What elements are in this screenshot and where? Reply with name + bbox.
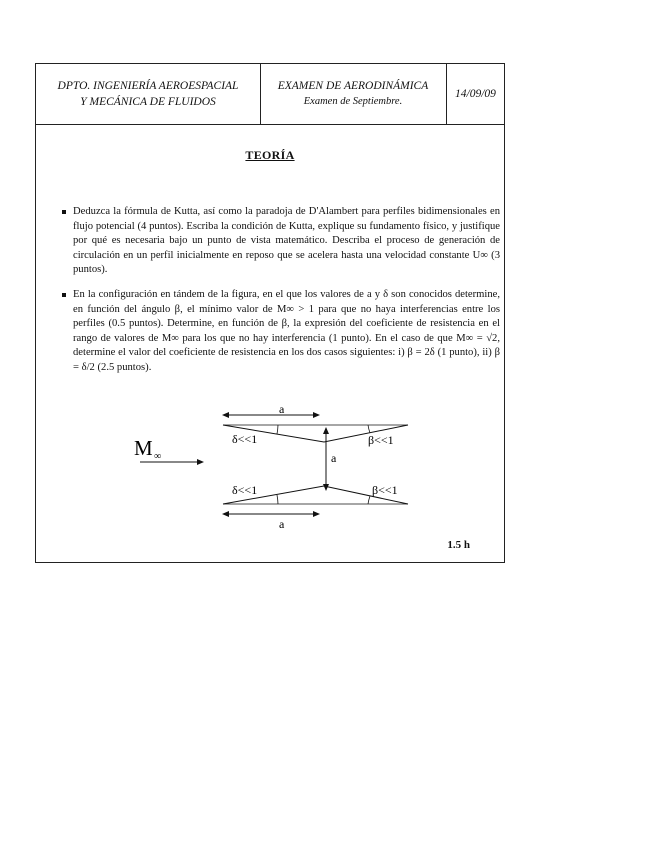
top-right-angle-arc bbox=[368, 425, 370, 433]
mach-label: M bbox=[134, 436, 153, 460]
mach-subscript: ∞ bbox=[154, 451, 162, 462]
arrow-head-icon bbox=[323, 484, 329, 491]
department-line-2: Y MECÁNICA DE FLUIDOS bbox=[80, 96, 216, 108]
question-2 bbox=[73, 288, 500, 376]
bullet-icon bbox=[62, 210, 66, 214]
bottom-left-angle-arc bbox=[277, 495, 278, 504]
bottom-right-angle-arc bbox=[368, 496, 370, 504]
exam-duration: 1.5 h bbox=[447, 539, 470, 551]
arrow-head-icon bbox=[222, 412, 229, 418]
top-right-angle-label: β<<1 bbox=[368, 433, 394, 447]
bullet-icon bbox=[62, 293, 66, 297]
exam-header bbox=[36, 64, 504, 125]
department-line-1: DPTO. INGENIERÍA AEROESPACIAL bbox=[57, 80, 239, 92]
section-title: TEORÍA bbox=[245, 148, 295, 162]
top-length-label: a bbox=[279, 404, 285, 416]
arrow-head-icon bbox=[222, 511, 229, 517]
date-cell bbox=[447, 64, 504, 124]
exam-title: EXAMEN DE AERODINÁMICA bbox=[277, 80, 429, 92]
bottom-right-angle-label: β<<1 bbox=[372, 483, 398, 497]
question-2-text: En la configuración en tándem de la figura, en el que los valores de a y δ son conocidos determine, en función del ángulo β, el mínimo valor de M∞ > 1 para que no haya interferencias entre los perfiles (0.5 puntos). Determine, en función de β, la expresión del coeficiente de resistencia en el rango de valores de M∞ para los que no hay interferencia (1 punto). En el caso de que M∞ = √2, determine el valor del coeficiente de resistencia en los dos casos siguientes: i) β = 2δ (1 punto), ii) β = δ/2 (2.5 puntos). bbox=[73, 289, 501, 373]
tandem-airfoil-figure bbox=[128, 404, 428, 529]
arrow-head-icon bbox=[197, 459, 204, 465]
top-left-angle-arc bbox=[277, 425, 278, 434]
question-1-text: Deduzca la fórmula de Kutta, así como la paradoja de D'Alambert para perfiles bidimensionales en flujo potencial (4 puntos). Escriba la condición de Kutta, explique su fundamento físico, y justifique por qué es necesaria bajo un punto de vista matemático. Describa el proceso de generación de circulación en un perfil inicialmente en reposo que se acelera hasta una velocidad constante U∞ (3 puntos). bbox=[73, 206, 500, 276]
bottom-left-angle-label: δ<<1 bbox=[232, 483, 258, 497]
top-left-angle-label: δ<<1 bbox=[232, 432, 258, 446]
arrow-head-icon bbox=[313, 511, 320, 517]
arrow-head-icon bbox=[323, 427, 329, 434]
gap-label: a bbox=[331, 451, 337, 465]
department-cell bbox=[36, 64, 261, 124]
exam-frame bbox=[35, 63, 505, 563]
exam-date: 14/09/09 bbox=[455, 88, 496, 100]
question-1 bbox=[73, 205, 500, 278]
bottom-length-label: a bbox=[279, 517, 285, 529]
exam-title-cell bbox=[260, 64, 447, 124]
arrow-head-icon bbox=[313, 412, 320, 418]
exam-session: Examen de Septiembre. bbox=[303, 96, 403, 107]
